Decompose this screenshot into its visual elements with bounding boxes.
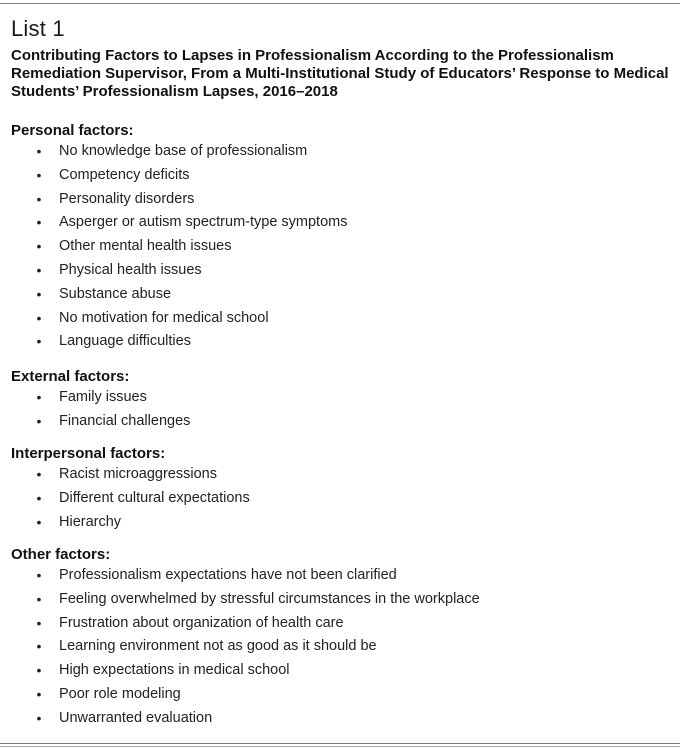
bullet-icon: • bbox=[36, 685, 42, 702]
list-item-text: Professionalism expectations have not been clarified bbox=[59, 567, 397, 583]
bullet-icon: • bbox=[36, 513, 42, 530]
list-item-text: Unwarranted evaluation bbox=[59, 709, 213, 726]
list-item bbox=[11, 386, 671, 410]
bottom-rule bbox=[0, 743, 680, 744]
bullet-icon: • bbox=[36, 143, 42, 159]
bullet-icon: • bbox=[36, 412, 42, 429]
section-heading: External factors: bbox=[11, 368, 130, 385]
list-item-text: Feeling overwhelmed by stressful circumstances in the workplace bbox=[59, 590, 480, 607]
bullet-icon: • bbox=[36, 614, 42, 631]
list-item-text: Different cultural expectations bbox=[59, 489, 250, 506]
list-item bbox=[11, 564, 671, 588]
bullet-icon: • bbox=[36, 489, 42, 506]
list-item bbox=[11, 259, 671, 283]
list-label: List 1 bbox=[11, 16, 65, 41]
list-item-text: Frustration about organization of health care bbox=[59, 614, 344, 631]
list-item-text: Competency deficits bbox=[59, 166, 190, 183]
list-item-text: Racist microaggressions bbox=[59, 466, 217, 482]
bullet-icon: • bbox=[36, 333, 42, 350]
list-item-text: Hierarchy bbox=[59, 513, 122, 530]
bullet-icon: • bbox=[36, 662, 42, 679]
bullet-icon: • bbox=[36, 190, 42, 207]
bullet-icon: • bbox=[36, 709, 42, 726]
bullet-icon: • bbox=[36, 166, 42, 183]
list-item bbox=[11, 683, 671, 707]
list-item bbox=[11, 588, 671, 612]
bullet-icon: • bbox=[36, 214, 42, 231]
list-item bbox=[11, 164, 671, 188]
list-item-text: Asperger or autism spectrum-type symptoms bbox=[59, 214, 348, 231]
list-item bbox=[11, 140, 671, 164]
list-item bbox=[11, 511, 671, 535]
list-item bbox=[11, 635, 671, 659]
bottom-rule-secondary bbox=[0, 746, 680, 747]
bullet-icon: • bbox=[36, 567, 42, 583]
list-item bbox=[11, 307, 671, 331]
list-item-text: Family issues bbox=[59, 389, 147, 405]
bullet-icon: • bbox=[36, 238, 42, 255]
item-list bbox=[11, 140, 671, 354]
list-item-text: Language difficulties bbox=[59, 333, 191, 350]
bullet-icon: • bbox=[36, 309, 42, 326]
list-item-text: Substance abuse bbox=[59, 285, 172, 302]
list-item bbox=[11, 659, 671, 683]
list-item-text: High expectations in medical school bbox=[59, 662, 290, 679]
list-item-text: Learning environment not as good as it should be bbox=[59, 638, 377, 655]
list-item-text: Personality disorders bbox=[59, 190, 195, 207]
item-list bbox=[11, 564, 671, 731]
list-item bbox=[11, 330, 671, 354]
list-item bbox=[11, 283, 671, 307]
bullet-icon: • bbox=[36, 638, 42, 655]
list-item bbox=[11, 211, 671, 235]
list-item-text: No knowledge base of professionalism bbox=[59, 143, 308, 159]
bullet-icon: • bbox=[36, 261, 42, 278]
bullet-icon: • bbox=[36, 285, 42, 302]
list-item bbox=[11, 612, 671, 636]
section-heading: Other factors: bbox=[11, 546, 111, 563]
list-item bbox=[11, 707, 671, 731]
list-item-text: Poor role modeling bbox=[59, 685, 181, 702]
list-item-text: Other mental health issues bbox=[59, 238, 232, 255]
section-personal-factors bbox=[11, 122, 671, 354]
list-item bbox=[11, 487, 671, 511]
section-heading: Interpersonal factors: bbox=[11, 445, 166, 462]
item-list bbox=[11, 463, 671, 534]
list-item bbox=[11, 188, 671, 212]
bullet-icon: • bbox=[36, 590, 42, 607]
bullet-icon: • bbox=[36, 389, 42, 405]
bullet-icon: • bbox=[36, 466, 42, 482]
section-external-factors bbox=[11, 368, 671, 434]
list-item-text: No motivation for medical school bbox=[59, 309, 269, 326]
list-caption: Contributing Factors to Lapses in Professionalism According to the Professionalism Remediation Supervisor, From a Multi-Institutional Study of Educators’ Response to Medical Students’ Professionalism Lapses, 2016–2018 bbox=[11, 47, 669, 100]
item-list bbox=[11, 386, 671, 434]
list-item bbox=[11, 463, 671, 487]
section-interpersonal-factors bbox=[11, 445, 671, 534]
top-rule bbox=[0, 3, 680, 4]
list-item bbox=[11, 410, 671, 434]
section-heading: Personal factors: bbox=[11, 122, 134, 139]
list-item-text: Financial challenges bbox=[59, 412, 191, 429]
section-other-factors bbox=[11, 546, 671, 731]
list-item-text: Physical health issues bbox=[59, 261, 202, 278]
list-item bbox=[11, 235, 671, 259]
